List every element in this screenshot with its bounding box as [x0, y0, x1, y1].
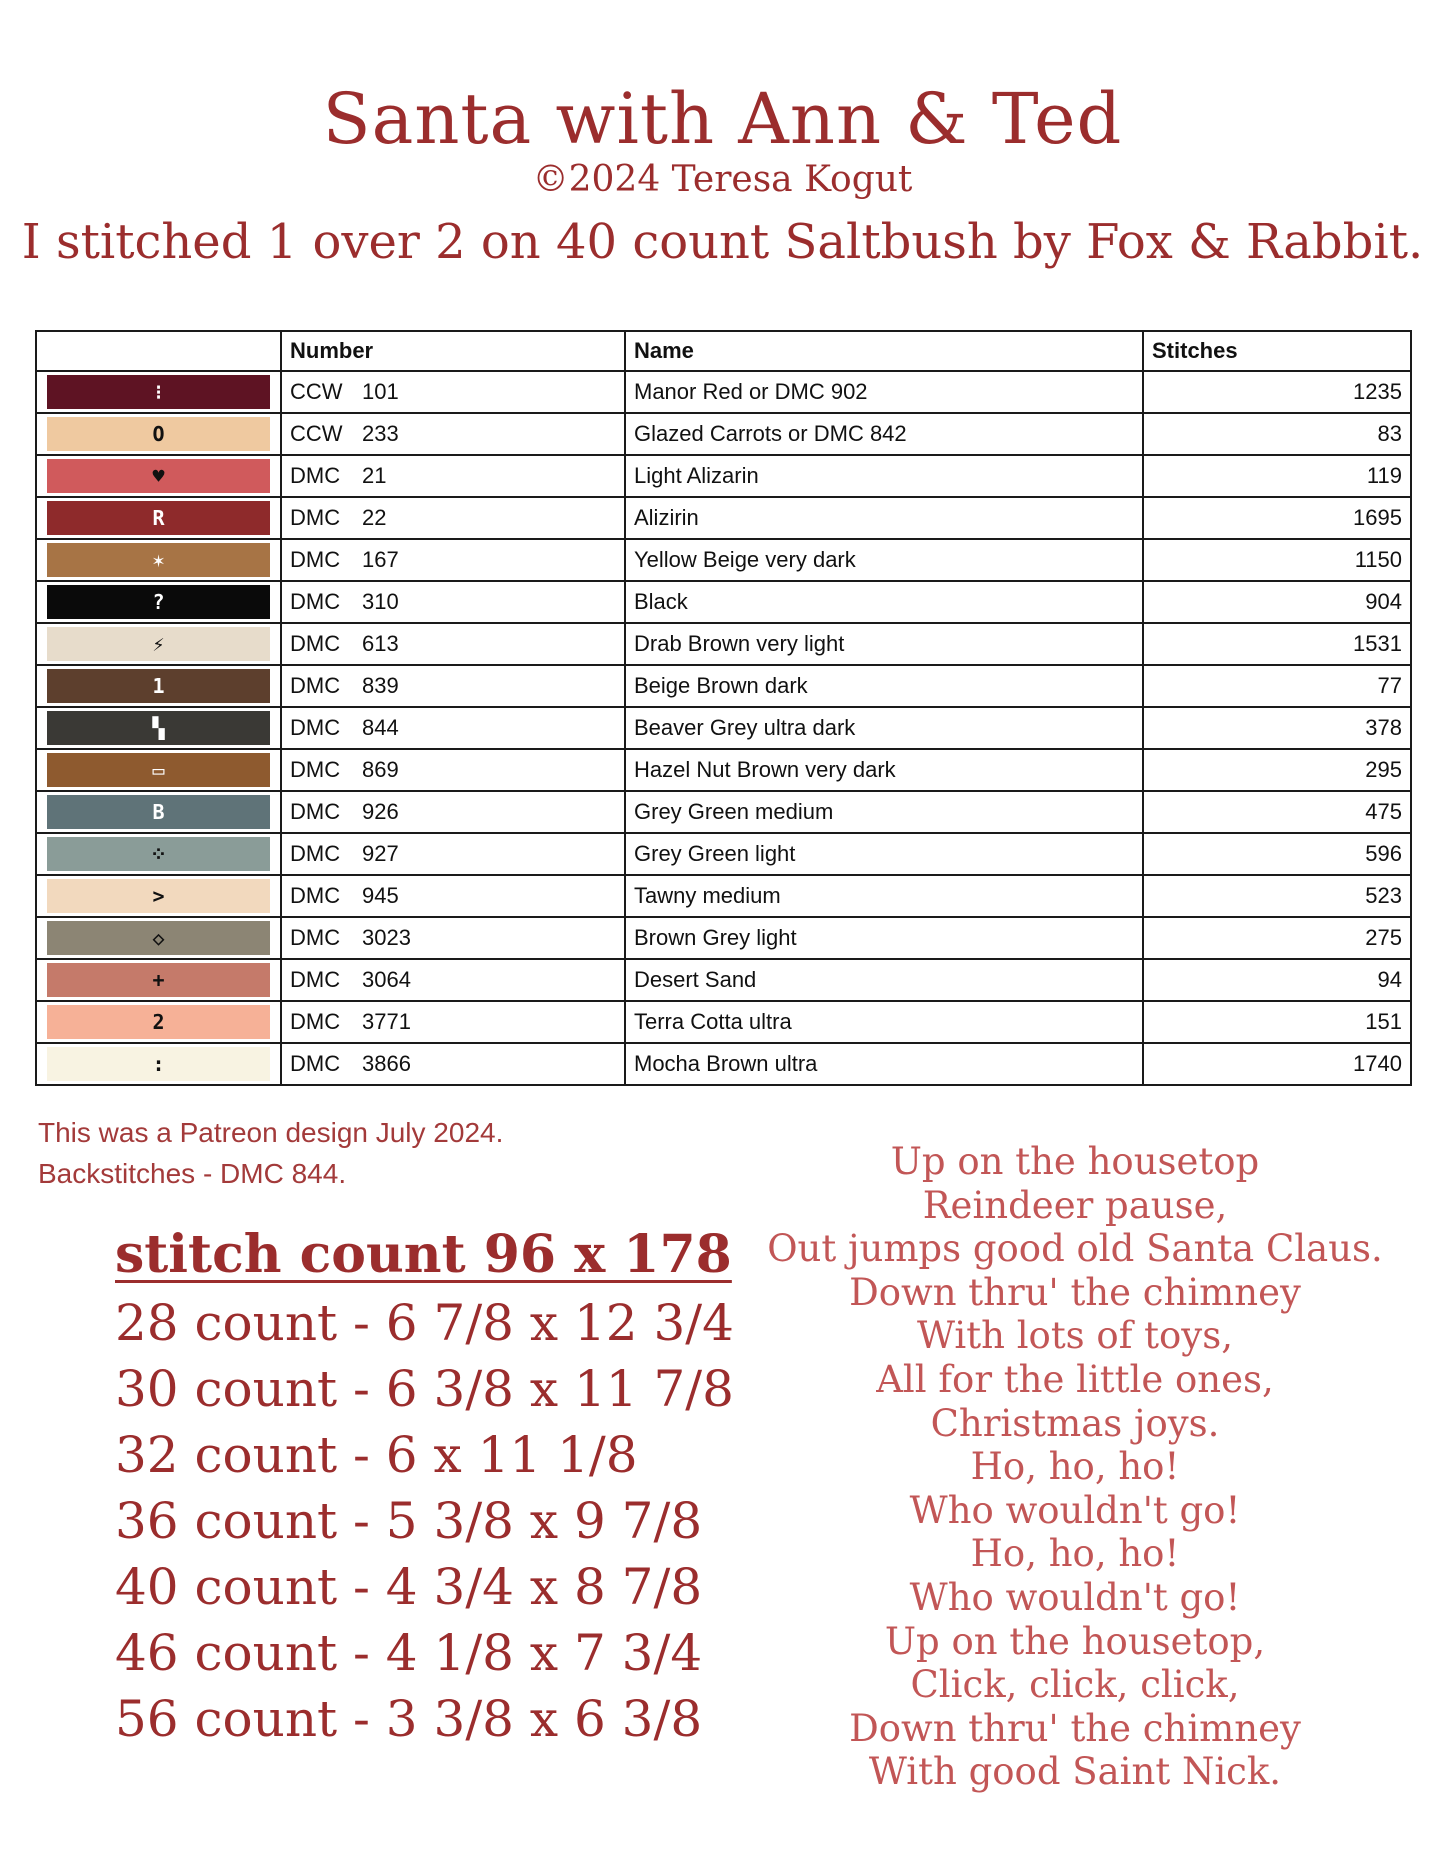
- symbol-cell: [36, 1001, 281, 1043]
- color-swatch-symbol: ◇: [47, 921, 270, 955]
- color-swatch-symbol: ▭: [47, 753, 270, 787]
- color-swatch-symbol: ▚: [47, 711, 270, 745]
- floss-name-cell: Terra Cotta ultra: [625, 1001, 1143, 1043]
- floss-name-cell: Yellow Beige very dark: [625, 539, 1143, 581]
- table-row: [36, 1001, 1411, 1043]
- floss-number-cell: [281, 581, 625, 623]
- stitch-count-cell: 275: [1143, 917, 1411, 959]
- color-swatch-symbol: ⁘: [47, 837, 270, 871]
- fabric-size-item: 36 count - 5 3/8 x 9 7/8: [115, 1492, 703, 1550]
- floss-code: 844: [362, 715, 399, 740]
- floss-name-cell: Brown Grey light: [625, 917, 1143, 959]
- symbol-cell: [36, 623, 281, 665]
- floss-code: 839: [362, 673, 399, 698]
- floss-number-cell: [281, 455, 625, 497]
- symbol-cell: [36, 497, 281, 539]
- symbol-cell: [36, 413, 281, 455]
- color-swatch-symbol: +: [47, 963, 270, 997]
- symbol-cell: [36, 707, 281, 749]
- backstitch-note: Backstitches - DMC 844.: [38, 1158, 347, 1189]
- floss-name-cell: Black: [625, 581, 1143, 623]
- poem-line: Up on the housetop,: [884, 1619, 1266, 1663]
- fabric-size-item: 56 count - 3 3/8 x 6 3/8: [115, 1690, 703, 1748]
- floss-brand: DMC: [290, 547, 341, 572]
- fabric-size-item: 28 count - 6 7/8 x 12 3/4: [115, 1294, 734, 1352]
- floss-code: 3866: [362, 1051, 411, 1076]
- table-row: [36, 791, 1411, 833]
- floss-code: 926: [362, 799, 399, 824]
- color-swatch-symbol: :: [47, 1047, 270, 1081]
- floss-code: 233: [362, 421, 399, 446]
- floss-name-cell: Grey Green medium: [625, 791, 1143, 833]
- stitch-count-cell: 1531: [1143, 623, 1411, 665]
- stitch-count-cell: 1150: [1143, 539, 1411, 581]
- poem-line: Reindeer pause,: [922, 1183, 1228, 1227]
- symbol-cell: [36, 791, 281, 833]
- symbol-cell: [36, 455, 281, 497]
- symbol-cell: [36, 1043, 281, 1085]
- floss-number-cell: [281, 833, 625, 875]
- symbol-cell: [36, 749, 281, 791]
- fabric-size-item: 30 count - 6 3/8 x 11 7/8: [115, 1360, 734, 1418]
- floss-brand: CCW: [290, 379, 343, 404]
- table-row: [36, 665, 1411, 707]
- color-swatch-symbol: ?: [47, 585, 270, 619]
- color-swatch-symbol: B: [47, 795, 270, 829]
- table-row: [36, 833, 1411, 875]
- number-column-header: Number: [281, 331, 625, 371]
- table-row: [36, 959, 1411, 1001]
- stitches-column-header: Stitches: [1143, 331, 1411, 371]
- table-header-row: [36, 331, 1411, 371]
- floss-number-cell: [281, 623, 625, 665]
- stitch-count-cell: 83: [1143, 413, 1411, 455]
- table-row: [36, 371, 1411, 413]
- name-column-header: Name: [625, 331, 1143, 371]
- floss-code: 21: [362, 463, 387, 488]
- floss-brand: DMC: [290, 1051, 341, 1076]
- floss-code: 3064: [362, 967, 411, 992]
- floss-name-cell: Beaver Grey ultra dark: [625, 707, 1143, 749]
- floss-code: 3023: [362, 925, 411, 950]
- floss-brand: DMC: [290, 841, 341, 866]
- floss-name-cell: Drab Brown very light: [625, 623, 1143, 665]
- stitch-count-cell: 1695: [1143, 497, 1411, 539]
- symbol-column-header: [36, 331, 281, 371]
- patreon-note: This was a Patreon design July 2024.: [38, 1117, 504, 1148]
- page-title: Santa with Ann & Ted: [322, 78, 1123, 160]
- table-row: [36, 623, 1411, 665]
- stitch-count-cell: 94: [1143, 959, 1411, 1001]
- floss-name-cell: Light Alizarin: [625, 455, 1143, 497]
- floss-number-cell: [281, 1001, 625, 1043]
- poem-line: Down thru' the chimney: [849, 1270, 1301, 1314]
- floss-name-cell: Grey Green light: [625, 833, 1143, 875]
- floss-number-cell: [281, 371, 625, 413]
- table-row: [36, 1043, 1411, 1085]
- stitch-count-cell: 378: [1143, 707, 1411, 749]
- floss-key-table: [35, 330, 1412, 1086]
- floss-number-cell: [281, 875, 625, 917]
- floss-number-cell: [281, 413, 625, 455]
- stitch-count-heading: stitch count 96 x 178: [115, 1224, 732, 1285]
- color-swatch-symbol: ♥: [47, 459, 270, 493]
- stitch-count-cell: 77: [1143, 665, 1411, 707]
- floss-name-cell: Tawny medium: [625, 875, 1143, 917]
- stitch-count-cell: 119: [1143, 455, 1411, 497]
- floss-brand: DMC: [290, 631, 341, 656]
- floss-brand: DMC: [290, 673, 341, 698]
- stitch-count-cell: 295: [1143, 749, 1411, 791]
- floss-table-body: [36, 371, 1411, 1085]
- floss-brand: CCW: [290, 421, 343, 446]
- color-swatch-symbol: ⚡: [47, 627, 270, 661]
- floss-number-cell: [281, 791, 625, 833]
- symbol-cell: [36, 917, 281, 959]
- poem-line: Who wouldn't go!: [909, 1575, 1241, 1619]
- floss-code: 101: [362, 379, 399, 404]
- table-row: [36, 707, 1411, 749]
- color-swatch-symbol: R: [47, 501, 270, 535]
- poem-line: With good Saint Nick.: [868, 1750, 1282, 1794]
- floss-code: 613: [362, 631, 399, 656]
- floss-number-cell: [281, 665, 625, 707]
- poem-line: Click, click, click,: [910, 1663, 1240, 1707]
- floss-number-cell: [281, 959, 625, 1001]
- floss-brand: DMC: [290, 925, 341, 950]
- floss-brand: DMC: [290, 799, 341, 824]
- floss-name-cell: Mocha Brown ultra: [625, 1043, 1143, 1085]
- floss-brand: DMC: [290, 883, 341, 908]
- table-row: [36, 455, 1411, 497]
- floss-name-cell: Hazel Nut Brown very dark: [625, 749, 1143, 791]
- floss-brand: DMC: [290, 505, 341, 530]
- floss-code: 3771: [362, 1009, 411, 1034]
- poem: [760, 1140, 1390, 1794]
- floss-brand: DMC: [290, 967, 341, 992]
- floss-code: 869: [362, 757, 399, 782]
- symbol-cell: [36, 665, 281, 707]
- floss-number-cell: [281, 539, 625, 581]
- color-swatch-symbol: >: [47, 879, 270, 913]
- poem-line: Ho, ho, ho!: [970, 1445, 1180, 1489]
- poem-line: With lots of toys,: [917, 1314, 1233, 1358]
- fabric-size-item: 40 count - 4 3/4 x 8 7/8: [115, 1558, 703, 1616]
- floss-brand: DMC: [290, 715, 341, 740]
- floss-number-cell: [281, 497, 625, 539]
- poem-line: Out jumps good old Santa Claus.: [767, 1227, 1383, 1271]
- poem-line: Who wouldn't go!: [909, 1488, 1241, 1532]
- floss-number-cell: [281, 1043, 625, 1085]
- floss-name-cell: Alizirin: [625, 497, 1143, 539]
- floss-name-cell: Desert Sand: [625, 959, 1143, 1001]
- floss-name-cell: Beige Brown dark: [625, 665, 1143, 707]
- table-row: [36, 875, 1411, 917]
- poem-line: All for the little ones,: [876, 1357, 1274, 1401]
- floss-number-cell: [281, 707, 625, 749]
- floss-brand: DMC: [290, 463, 341, 488]
- symbol-cell: [36, 371, 281, 413]
- stitch-count-cell: 151: [1143, 1001, 1411, 1043]
- color-swatch-symbol: 2: [47, 1005, 270, 1039]
- table-row: [36, 749, 1411, 791]
- poem-line: Christmas joys.: [930, 1401, 1220, 1445]
- floss-name-cell: Glazed Carrots or DMC 842: [625, 413, 1143, 455]
- color-swatch-symbol: ✶: [47, 543, 270, 577]
- floss-number-cell: [281, 749, 625, 791]
- symbol-cell: [36, 959, 281, 1001]
- table-row: [36, 497, 1411, 539]
- poem-line: Ho, ho, ho!: [970, 1532, 1180, 1576]
- table-row: [36, 413, 1411, 455]
- symbol-cell: [36, 539, 281, 581]
- fabric-size-item: 46 count - 4 1/8 x 7 3/4: [115, 1624, 703, 1682]
- symbol-cell: [36, 833, 281, 875]
- symbol-cell: [36, 875, 281, 917]
- stitch-count-cell: 1235: [1143, 371, 1411, 413]
- stitch-count-cell: 1740: [1143, 1043, 1411, 1085]
- fabric-size-item: 32 count - 6 x 11 1/8: [115, 1426, 638, 1484]
- stitch-count-cell: 475: [1143, 791, 1411, 833]
- poem-line: Up on the housetop: [890, 1140, 1260, 1183]
- table-row: [36, 581, 1411, 623]
- stitch-count-cell: 596: [1143, 833, 1411, 875]
- floss-brand: DMC: [290, 757, 341, 782]
- color-swatch-symbol: O: [47, 417, 270, 451]
- floss-name-cell: Manor Red or DMC 902: [625, 371, 1143, 413]
- symbol-cell: [36, 581, 281, 623]
- floss-code: 927: [362, 841, 399, 866]
- floss-code: 945: [362, 883, 399, 908]
- poem-line: Down thru' the chimney: [849, 1706, 1301, 1750]
- floss-brand: DMC: [290, 589, 341, 614]
- table-row: [36, 917, 1411, 959]
- floss-code: 167: [362, 547, 399, 572]
- floss-code: 22: [362, 505, 387, 530]
- table-row: [36, 539, 1411, 581]
- color-swatch-symbol: 1: [47, 669, 270, 703]
- floss-brand: DMC: [290, 1009, 341, 1034]
- stitch-count-cell: 904: [1143, 581, 1411, 623]
- color-swatch-symbol: ⁝: [47, 375, 270, 409]
- fabric-note: I stitched 1 over 2 on 40 count Saltbush by Fox & Rabbit.: [21, 214, 1424, 270]
- stitch-count-cell: 523: [1143, 875, 1411, 917]
- fabric-size-list: [115, 1290, 734, 1752]
- floss-number-cell: [281, 917, 625, 959]
- copyright-line: ©2024 Teresa Kogut: [532, 159, 913, 200]
- floss-code: 310: [362, 589, 399, 614]
